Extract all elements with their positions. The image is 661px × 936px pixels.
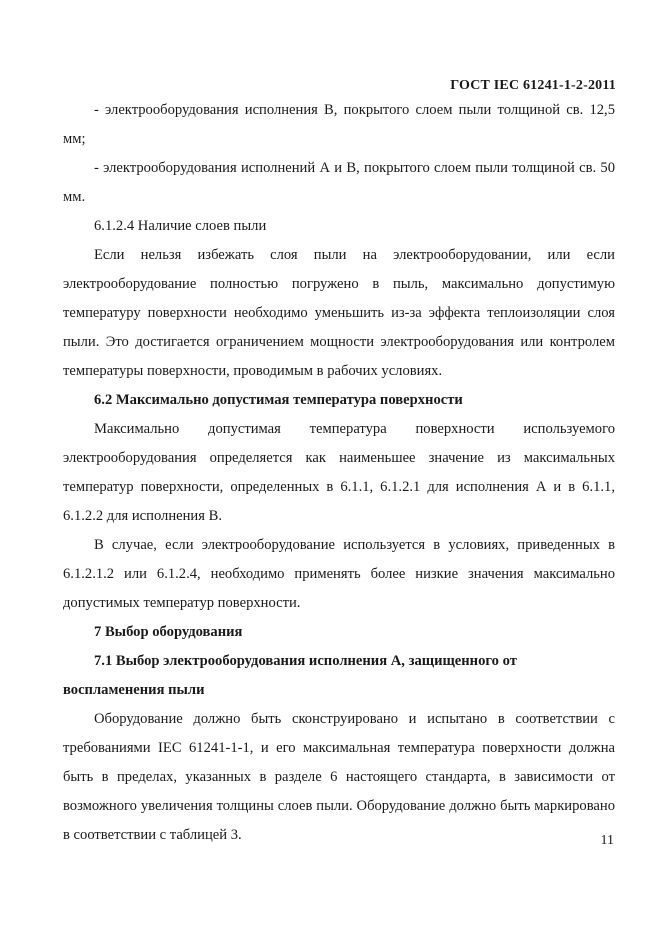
section-heading-6-2: 6.2 Максимально допустимая температура поверхности [94, 392, 463, 408]
document-body [63, 96, 615, 850]
subsection-heading-6-1-2-4: 6.1.2.4 Наличие слоев пыли [94, 218, 267, 234]
paragraph-lower-values: В случае, если электрооборудование используется в условиях, приведенных в 6.1.2.1.2 или 6.1.2.4, необходимо применять более низкие значения максимально допустимых температур поверхности. [63, 537, 615, 611]
dash-item-type-a-b: - электрооборудования исполнений А и В, покрытого слоем пыли толщиной св. 50 мм. [63, 160, 615, 205]
dash-item-type-b: - электрооборудования исполнения В, покрытого слоем пыли толщиной св. 12,5 мм; [63, 102, 615, 147]
document-header: ГОСТ IEC 61241-1-2-2011 [450, 78, 616, 93]
section-heading-7: 7 Выбор оборудования [94, 624, 243, 640]
page-number: 11 [600, 833, 614, 848]
paragraph-dust-layers: Если нельзя избежать слоя пыли на электрооборудовании, или если электрооборудование полностью погружено в пыль, максимально допустимую температуру поверхности необходимо уменьшить из-за эффекта теплоизоляции слоя пыли. Это достигается ограничением мощности электрооборудования или контролем температуры поверхности, проводимым в рабочих условиях. [63, 247, 615, 379]
paragraph-max-temperature: Максимально допустимая температура поверхности используемого электрооборудования определяется как наименьшее значение из максимальных температур поверхности, определенных в 6.1.1, 6.1.2.1 для исполнения А и в 6.1.1, 6.1.2.2 для исполнения В. [63, 421, 615, 524]
section-heading-7-1: 7.1 Выбор электрооборудования исполнения А, защищенного от воспламенения пыли [63, 653, 517, 698]
paragraph-equipment-design: Оборудование должно быть сконструировано и испытано в соответствии с требованиями IEC 61241-1-1, и его максимальная температура поверхности должна быть в пределах, указанных в разделе 6 настоящего стандарта, в зависимости от возможного увеличения толщины слоев пыли. Оборудование должно быть маркировано в соответствии с таблицей 3. [63, 711, 615, 843]
